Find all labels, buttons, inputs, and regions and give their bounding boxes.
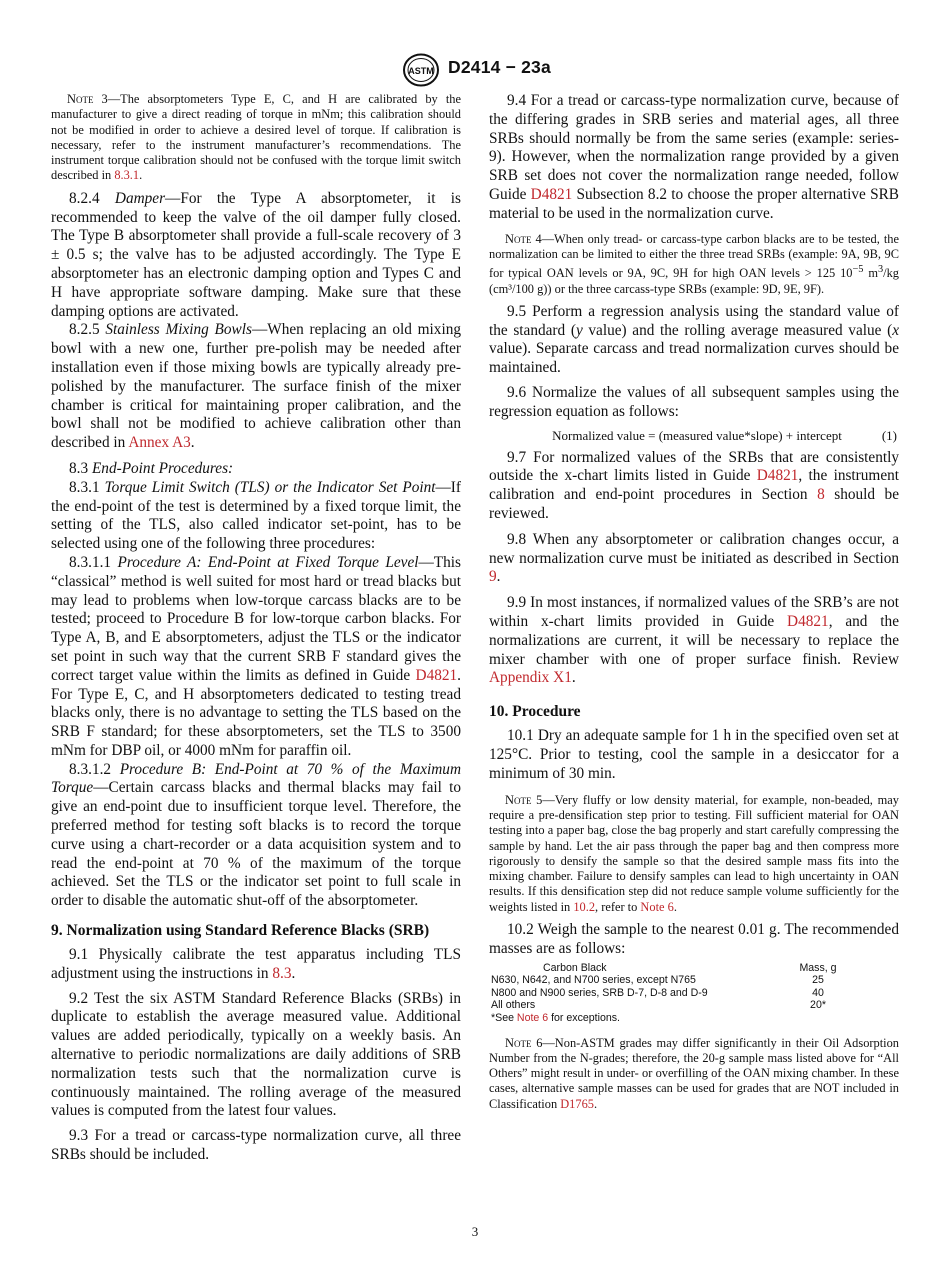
link-d4821[interactable]: D4821 (787, 613, 829, 631)
equation-1 (489, 427, 899, 444)
note-6: Note 6—Non-ASTM grades may differ significantly in their Oil Adsorption Number from the N-grades; therefore, the 20-g sample mass listed above for “All Others” might result in under- or overfilling of the OAN mixing chamber. In these cases, alternative sample masses can be used for grades that are NOT included in Classification D1765. (489, 1035, 899, 1111)
para-8-2-5: 8.2.5 Stainless Mixing Bowls—When replacing an old mixing bowl with a new one, further pre-polish may be needed after installation even if those mixing bowls are typically already pre-polished by the manufacturer. The surface finish of the mixer chamber is critical for maintaining proper calibration, and the bowl shall not be modified to achieve calibration other than described in Annex A3. (51, 321, 461, 452)
mass-table (491, 962, 863, 1012)
column-header: Carbon Black (543, 961, 607, 974)
table-row (491, 999, 863, 1012)
link-note-6[interactable]: Note 6 (640, 899, 674, 914)
table-row (491, 974, 863, 987)
para-8-2-4: 8.2.4 Damper—For the Type A absorptometer, it is recommended to keep the valve of the oil damper fully closed. The Type B absorptometer shall provide a full-scale recovery of 3 ± 0.5 s; the valve has to be adjusted accordingly. The Type E absorptometer has an electronic damping option and Types C and H have appropriate software damping. Make sure that these damping options are activated. (51, 189, 461, 320)
para-8-3-1-1: 8.3.1.1 Procedure A: End-Point at Fixed Torque Level—This “classical” method is well suited for most hard or tread blacks but may lead to problems when low-torque carcass blacks are to be tested; proceed to Procedure B for low-torque carbon blacks. For Type A, B, and E absorptometers, adjust the TLS or the indicator set point in such way that the current SRB F standard gives the correct target value within the limits as defined in Guide D4821. For Type E, C, and H absorptometers dedicated to testing tread blacks only, there is no advantage to setting the TLS based on the SRB F standard; for these absorptometers, set the TLS to 3500 mNm for DBP oil, or 4000 mNm for paraffin oil. (51, 553, 461, 759)
link-section-9[interactable]: 9 (489, 568, 497, 586)
astm-logo-icon (402, 53, 440, 87)
table-footnote: *See Note 6 for exceptions. (491, 1011, 620, 1024)
para-9-3: 9.3 For a tread or carcass-type normalization curve, all three SRBs should be included. (51, 1127, 461, 1164)
para-9-1: 9.1 Physically calibrate the test apparatus including TLS adjustment using the instructions in 8.3. (51, 946, 461, 982)
table-cell: 25 (812, 974, 824, 987)
note-5: Note 5—Very fluffy or low density material, for example, non-beaded, may require a pre-densification step prior to testing. Fill sufficient material for OAN testing into a paper bag, close the bag properly and start carefully compressing the sample by hand. Let the air pass through the paper bag and then compress more rigorously to densify the sample so that the desired sample mass fits into the mixing chamber. Failure to densify samples can lead to high uncertainty in OAN results. If this densification step did not reduce sample volume sufficiently for the weights listed in 10.2, refer to Note 6. (489, 792, 899, 914)
link-d4821[interactable]: D4821 (756, 467, 799, 485)
para-8-3: 8.3 End-Point Procedures: (69, 459, 234, 477)
para-9-5: 9.5 Perform a regression analysis using the standard value of the standard (y value) and the rolling average measured value (x value). Separate carcass and tread normalization curves should be maintained. (489, 302, 899, 377)
link-section-8[interactable]: 8 (817, 486, 825, 504)
equation-formula: Normalized value = (measured value*slope) + intercept (552, 427, 842, 443)
link-d4821[interactable]: D4821 (530, 185, 573, 203)
table-cell: 40 (812, 986, 824, 999)
para-8-3-1: 8.3.1 Torque Limit Switch (TLS) or the Indicator Set Point—If the end-point of the test is determined by a fixed torque limit, the setting of the TLS, also called indicator set-point, has to be selected using one of the following three procedures: (51, 478, 461, 553)
page-number: 3 (471, 1224, 479, 1239)
table-row (491, 987, 863, 1000)
table-cell: N800 and N900 series, SRB D-7, D-8 and D-9 (491, 986, 708, 999)
link-10-2[interactable]: 10.2 (573, 899, 596, 914)
document-designation: D2414 − 23a (448, 57, 551, 77)
table-cell: N630, N642, and N700 series, except N765 (491, 974, 696, 987)
left-column (51, 92, 461, 1165)
para-10-2: 10.2 Weigh the sample to the nearest 0.01 g. The recommended masses are as follows: (489, 921, 899, 957)
mass-table-header (491, 962, 863, 975)
link-annex-a3[interactable]: Annex A3 (128, 434, 191, 452)
note-4: Note 4—When only tread- or carcass-type carbon blacks are to be tested, the normalization can be limited to either the three tread SRBs (example: 9A, 9B, 9C for typical OAN levels or 9A, 9C, 9H for high OAN levels > 125 $10^{-5}$ $m^3/kg$ (cm³/100 g)) or the three carcass-type SRBs (example: 9D, 9E, 9F). (489, 231, 899, 296)
para-9-8: 9.8 When any absorptometer or calibration changes occur, a new normalization curve must be initiated as described in Section 9. (489, 530, 899, 586)
table-cell: 20* (810, 999, 826, 1012)
para-8-3-1-2: 8.3.1.2 Procedure B: End-Point at 70 % of the Maximum Torque—Certain carcass blacks and thermal blacks may fail to give an end-point due to insufficient torque level. Therefore, the preferred method for testing soft blacks is to record the torque curve using a chart-recorder or a data acquisition system and to read the end-point at 70 % of the maximum of the torque achieved. Set the TLS or the indicator set point to full scale in order to disable the automatic shut-off of the absorptometer. (51, 760, 461, 910)
right-column (489, 92, 899, 1112)
section-10-heading: 10. Procedure (489, 703, 581, 721)
section-9-heading: 9. Normalization using Standard Reference Blacks (SRB) (51, 922, 430, 940)
column-header: Mass, g (799, 961, 837, 974)
para-10-1: 10.1 Dry an adequate sample for 1 h in the specified oven set at 125°C. Prior to testing, cool the sample in a desiccator for a minimum of 30 min. (489, 727, 899, 782)
para-9-9: 9.9 In most instances, if normalized values of the SRB’s are not within x-chart limits provided in Guide D4821, and the normalizations are current, it will be necessary to replace the mixer chamber with one of proper surface finish. Review Appendix X1. (489, 594, 899, 687)
link-8-3-1[interactable]: 8.3.1 (114, 168, 140, 183)
page-header (0, 53, 950, 87)
equation-number: (1) (881, 427, 897, 443)
table-cell: All others (491, 999, 536, 1012)
logo-text: ASTM (408, 66, 434, 76)
link-appendix-x1[interactable]: Appendix X1 (489, 669, 572, 687)
link-d1765[interactable]: D1765 (560, 1096, 594, 1111)
para-9-4: 9.4 For a tread or carcass-type normalization curve, because of the differing grades in SRB series and material ages, all three SRBs should normally be from the same series (example: series-9). However, when the normalization range provided by a given SRB set does not cover the normalization range needed, follow Guide D4821 Subsection 8.2 to choose the proper alternative SRB material to be used in the normalization curve. (489, 92, 899, 222)
para-9-7: 9.7 For normalized values of the SRBs that are consistently outside the x-chart limits listed in Guide D4821, the instrument calibration and end-point procedures in Section 8 should be reviewed. (489, 448, 900, 523)
para-9-6: 9.6 Normalize the values of all subsequent samples using the regression equation as follows: (489, 384, 899, 420)
note-3: Note 3—The absorptometers Type E, C, and H are calibrated by the manufacturer to give a direct reading of torque in mNm; this calibration should not be modified in order to achieve a desired level of torque. If calibration is necessary, refer to the instrument manufacturer’s recommendations. The instrument torque calibration should not be confused with the torque limit switch described in 8.3.1. (51, 92, 461, 183)
link-d4821[interactable]: D4821 (415, 666, 458, 684)
para-9-2: 9.2 Test the six ASTM Standard Reference Blacks (SRBs) in duplicate to establish the average measured value. Additional values are added periodically, typically on a weekly basis. An alternative to periodic normalizations are daily additions of SRB normalization tests such that the normalization curve is continuously maintained. The rolling average of the measured values is computed from the latest four values. (51, 989, 461, 1120)
link-note-6[interactable]: Note 6 (516, 1011, 549, 1024)
link-8-3[interactable]: 8.3 (272, 964, 292, 982)
